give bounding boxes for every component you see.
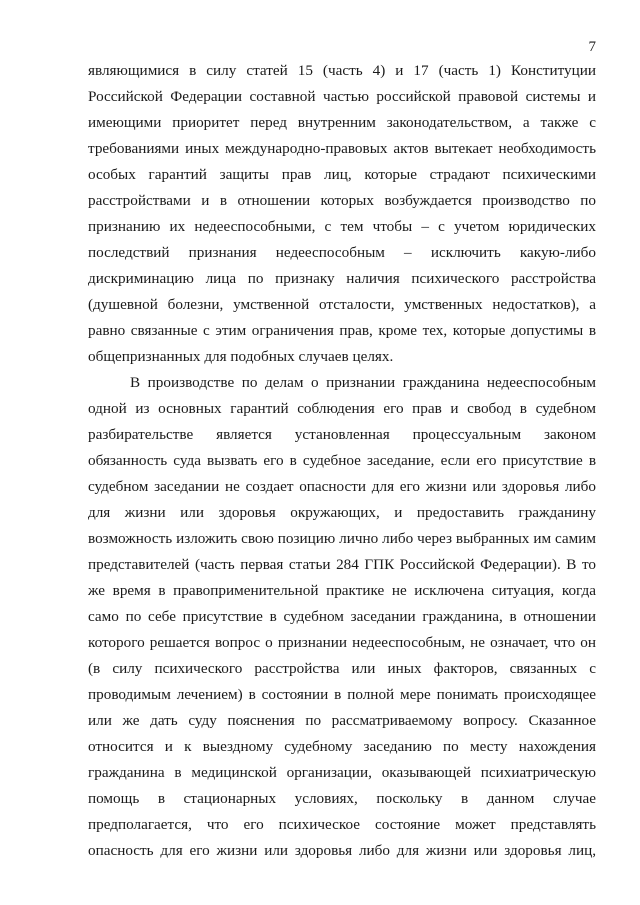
text-line: гражданина в медицинской организации, оказывающей психиатрическую: [88, 764, 596, 781]
text-line: обязанность суда вызвать его в судебное заседание, если его присутствие в: [88, 452, 596, 469]
text-line: признанию их недееспособными, с тем чтобы – с учетом юридических: [88, 218, 596, 235]
page-number: 7: [588, 39, 596, 55]
text-line: (в силу психического расстройства или иных факторов, связанных с: [88, 660, 596, 677]
text-line: которого решается вопрос о признании недееспособным, не означает, что он: [88, 634, 596, 651]
paragraph-first-line: В производстве по делам о признании гражданина недееспособным: [130, 374, 596, 391]
text-line: помощь в стационарных условиях, поскольку в данном случае: [88, 790, 596, 807]
text-line: дискриминацию лица по признаку наличия психического расстройства: [88, 270, 596, 287]
text-line: общепризнанных для подобных случаев целях.: [88, 348, 394, 365]
text-line: само по себе присутствие в судебном заседании гражданина, в отношении: [88, 608, 596, 625]
text-line: особых гарантий защиты прав лиц, которые страдают психическими: [88, 166, 596, 183]
text-line: судебном заседании не создает опасности для его жизни или здоровья либо: [88, 478, 596, 495]
text-line: предполагается, что его психическое состояние может представлять: [88, 816, 596, 833]
text-line: Российской Федерации составной частью российской правовой системы и: [88, 88, 596, 105]
text-line: проводимым лечением) в состоянии в полной мере понимать происходящее: [88, 686, 596, 703]
text-line: равно связанные с этим ограничения прав, кроме тех, которые допустимы в: [88, 322, 596, 339]
text-line: или же дать суду пояснения по рассматриваемому вопросу. Сказанное: [88, 712, 596, 729]
text-line: для жизни или здоровья окружающих, и предоставить гражданину: [88, 504, 596, 521]
text-line: опасность для его жизни или здоровья либо для жизни или здоровья лиц,: [88, 842, 596, 859]
text-line: последствий признания недееспособным – исключить какую-либо: [88, 244, 596, 261]
text-line: же время в правоприменительной практике не исключена ситуация, когда: [88, 582, 596, 599]
text-line: разбирательстве является установленная процессуальным законом: [88, 426, 596, 443]
text-line: требованиями иных международно-правовых актов вытекает необходимость: [88, 140, 596, 157]
text-line: одной из основных гарантий соблюдения его прав и свобод в судебном: [88, 400, 596, 417]
text-line: (душевной болезни, умственной отсталости, умственных недостатков), а: [88, 296, 596, 313]
text-line: являющимися в силу статей 15 (часть 4) и 17 (часть 1) Конституции: [88, 62, 596, 79]
text-line: возможность изложить свою позицию лично либо через выбранных им самим: [88, 530, 596, 547]
text-line: расстройствами и в отношении которых возбуждается производство по: [88, 192, 596, 209]
text-line: относится и к выездному судебному заседанию по месту нахождения: [88, 738, 596, 755]
text-line: представителей (часть первая статьи 284 ГПК Российской Федерации). В то: [88, 556, 596, 573]
text-line: имеющими приоритет перед внутренним законодательством, а также с: [88, 114, 596, 131]
